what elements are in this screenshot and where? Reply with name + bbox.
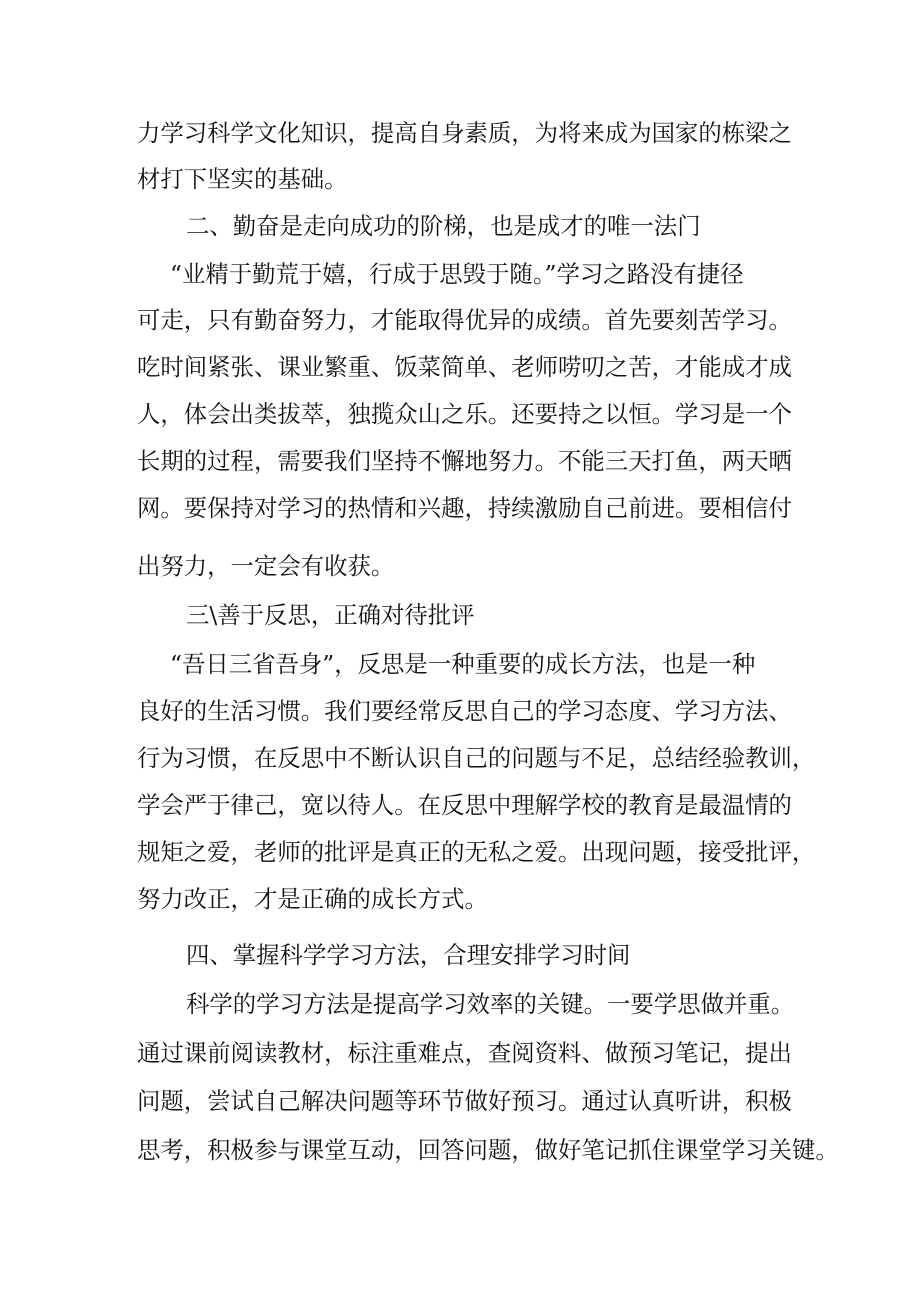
body-text-line: 思考，积极参与课堂互动，回答问题，做好笔记抓住课堂学习关键。 bbox=[137, 1136, 839, 1164]
body-text-line: 长期的过程，需要我们坚持不懈地努力。不能三天打鱼，两天晒 bbox=[137, 447, 792, 475]
body-text-line: 网。要保持对学习的热情和兴趣，持续激励自己前进。要相信付 bbox=[137, 494, 792, 522]
body-text-line: 学会严于律己，宽以待人。在反思中理解学校的教育是最温情的 bbox=[137, 791, 792, 819]
body-text-line: 出努力，一定会有收获。 bbox=[137, 552, 395, 580]
body-text-line: “业精于勤荒于嬉，行成于思毁于随。”学习之路没有捷径 bbox=[170, 260, 744, 288]
body-text-line: 良好的生活习惯。我们要经常反思自己的学习态度、学习方法、 bbox=[137, 697, 792, 725]
body-text-line: 可走，只有勤奋努力，才能取得优异的成绩。首先要刻苦学习。 bbox=[137, 306, 792, 334]
section-heading: 四、掌握科学学习方法，合理安排学习时间 bbox=[186, 941, 631, 969]
section-heading: 二、勤奋是走向成功的阶梯，也是成才的唯一法门 bbox=[186, 212, 701, 240]
body-text-line: 吃时间紧张、课业繁重、饭菜简单、老师唠叨之苦，才能成才成 bbox=[137, 353, 792, 381]
body-text-line: 通过课前阅读教材，标注重难点，查阅资料、做预习笔记，提出 bbox=[137, 1039, 792, 1067]
body-text-line: 努力改正，才是正确的成长方式。 bbox=[137, 885, 488, 913]
section-heading: 三\善于反思，正确对待批评 bbox=[186, 601, 475, 629]
body-text-line: “吾日三省吾身”，反思是一种重要的成长方法，也是一种 bbox=[170, 650, 756, 678]
body-text-line: 行为习惯，在反思中不断认识自己的问题与不足，总结经验教训， bbox=[137, 744, 816, 772]
body-text-line: 人，体会出类拔萃，独揽众山之乐。还要持之以恒。学习是一个 bbox=[137, 400, 792, 428]
body-text-line: 问题，尝试自己解决问题等环节做好预习。通过认真听讲，积极 bbox=[137, 1087, 792, 1115]
body-text-line: 力学习科学文化知识，提高自身素质，为将来成为国家的栋梁之 bbox=[137, 119, 792, 147]
body-text-line: 科学的学习方法是提高学习效率的关键。一要学思做并重。 bbox=[186, 990, 795, 1018]
body-text-line: 材打下坚实的基础。 bbox=[137, 165, 348, 193]
body-text-line: 规矩之爱，老师的批评是真正的无私之爱。出现问题，接受批评， bbox=[137, 838, 816, 866]
